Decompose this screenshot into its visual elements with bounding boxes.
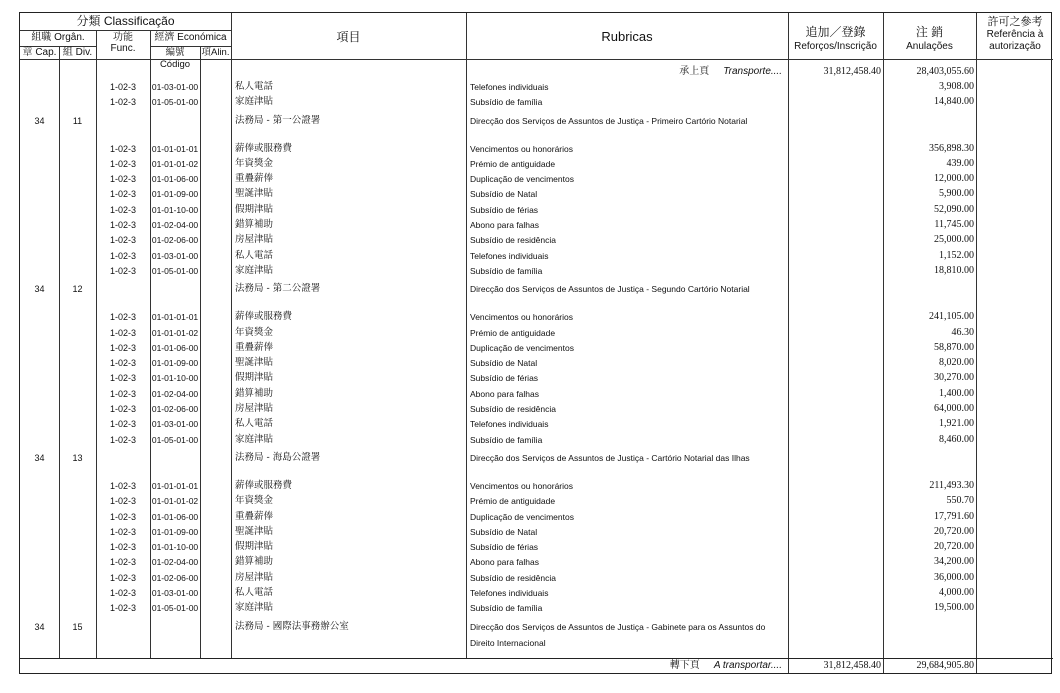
- cell-anulacoes: 5,900.00: [939, 188, 974, 200]
- cell-zh: 薪俸或服務費: [235, 479, 293, 491]
- cell-pt: Telefones individuais: [470, 82, 549, 92]
- cell-pt: Subsídio de família: [470, 603, 543, 614]
- table-row: [20, 143, 1053, 158]
- cell-zh: 家庭津貼: [235, 602, 274, 614]
- cell-div: 11: [72, 115, 83, 126]
- cell-zh: 法務局 - 第二公證署: [235, 283, 321, 295]
- cell-func: 1-02-3: [109, 312, 136, 323]
- cell-zh: 假期津貼: [235, 372, 274, 384]
- header-reforcos: Reforços/Inscrição: [794, 41, 877, 52]
- cell-anulacoes: 356,898.30: [929, 142, 974, 154]
- cell-anulacoes: 1,152.00: [939, 249, 974, 261]
- cell-codigo: 01-01-01-01: [151, 143, 199, 154]
- cell-anulacoes: 11,745.00: [934, 219, 974, 231]
- cell-anulacoes: 12,000.00: [934, 173, 974, 185]
- cell-zh: 重疊薪俸: [235, 510, 274, 522]
- cell-pt: Direcção dos Serviços de Assuntos de Justiça - Gabinete para os Assuntos do: [470, 621, 766, 632]
- cell-codigo: 01-01-09-00: [151, 526, 199, 537]
- cell-pt: Subsídio de família: [470, 97, 543, 108]
- a-transportar-reforcos: 31,812,458.40: [823, 660, 881, 671]
- cell-codigo: 01-01-06-00: [151, 342, 199, 353]
- table-row: [20, 311, 1053, 326]
- header-organ: 組職 Orgân.: [31, 32, 85, 43]
- cell-codigo: 01-01-09-00: [151, 189, 199, 200]
- cell-pt: Subsídio de família: [470, 265, 543, 276]
- cell-div: 15: [72, 621, 83, 632]
- header-func-zh: 功能: [113, 32, 133, 43]
- table-row: [20, 434, 1053, 449]
- header-alin: 項Alin.: [201, 47, 230, 58]
- cell-zh: 法務局 - 國際法事務辦公室: [235, 620, 349, 632]
- transporte-label-zh: 承上頁: [679, 66, 710, 77]
- table-row: [20, 327, 1053, 342]
- cell-anulacoes: 211,493.30: [929, 479, 974, 491]
- table-row: [20, 234, 1053, 249]
- cell-anulacoes: 20,720.00: [934, 541, 974, 553]
- transporte-anulacoes: 28,403,055.60: [916, 66, 974, 77]
- table-row: [20, 265, 1053, 280]
- cell-zh: 錯算補助: [235, 387, 274, 399]
- cell-codigo: 01-02-06-00: [151, 572, 199, 583]
- cell-pt: Vencimentos ou honorários: [470, 480, 574, 491]
- header-func: Func.: [110, 43, 136, 54]
- cell-codigo: 01-02-04-00: [151, 220, 199, 231]
- table-row: [20, 418, 1053, 433]
- cell-func: 1-02-3: [109, 327, 136, 338]
- cell-div: 12: [72, 284, 83, 295]
- cell-cap: 34: [34, 452, 45, 463]
- divider: [20, 30, 231, 31]
- table-row: [20, 480, 1053, 495]
- cell-zh: 家庭津貼: [235, 96, 274, 108]
- cell-anulacoes: 36,000.00: [934, 571, 974, 583]
- a-transportar-label-pt: A transportar....: [713, 660, 782, 671]
- cell-zh: 錯算補助: [235, 219, 274, 231]
- budget-table: [19, 12, 1052, 674]
- table-row: [20, 219, 1053, 234]
- header-anulacoes-zh: 注 銷: [915, 25, 944, 39]
- cell-anulacoes: 58,870.00: [934, 341, 974, 353]
- cell-anulacoes: 19,500.00: [934, 602, 974, 614]
- table-row: [20, 602, 1053, 617]
- cell-pt: Vencimentos ou honorários: [470, 312, 574, 323]
- cell-pt: Subsídio de férias: [470, 204, 539, 215]
- cell-pt: Direcção dos Serviços de Assuntos de Justiça - Primeiro Cartório Notarial: [470, 115, 748, 126]
- cell-pt: Duplicação de vencimentos: [470, 342, 574, 353]
- cell-pt: Duplicação de vencimentos: [470, 174, 574, 185]
- cell-anulacoes: 4,000.00: [939, 587, 974, 599]
- cell-anulacoes: 1,400.00: [939, 387, 974, 399]
- cell-zh: 薪俸或服務費: [235, 142, 293, 154]
- cell-func: 1-02-3: [109, 496, 136, 507]
- cell-codigo: 01-02-04-00: [151, 388, 199, 399]
- cell-func: 1-02-3: [109, 358, 136, 369]
- cell-pt: Subsídio de família: [470, 434, 543, 445]
- cell-zh: 私人電話: [235, 81, 274, 92]
- cell-zh: 假期津貼: [235, 541, 274, 553]
- table-row: [20, 188, 1053, 203]
- cell-zh: 法務局 - 海島公證署: [235, 451, 321, 463]
- cell-codigo: 01-01-01-02: [151, 496, 199, 507]
- cell-zh: 聖誕津貼: [235, 357, 274, 369]
- header-referencia-zh: 許可之參考: [987, 16, 1043, 28]
- cell-pt: Subsídio de residência: [470, 572, 557, 583]
- table-row: [20, 357, 1053, 372]
- cell-func: 1-02-3: [109, 434, 136, 445]
- cell-func: 1-02-3: [109, 603, 136, 614]
- cell-pt: Subsídio de Natal: [470, 358, 538, 369]
- cell-pt: Prémio de antiguidade: [470, 327, 556, 338]
- table-row: [20, 342, 1053, 357]
- cell-pt: Subsídio de residência: [470, 404, 557, 415]
- cell-func: 1-02-3: [109, 404, 136, 415]
- table-row: [20, 541, 1053, 556]
- cell-func: 1-02-3: [109, 542, 136, 553]
- section-row: [20, 618, 1053, 656]
- cell-anulacoes: 1,921.00: [939, 418, 974, 430]
- cell-codigo: 01-01-01-02: [151, 158, 199, 169]
- table-row: [20, 526, 1053, 541]
- a-transportar-label: [466, 660, 782, 672]
- cell-zh: 房屋津貼: [235, 403, 274, 415]
- cell-zh: 房屋津貼: [235, 571, 274, 583]
- cell-pt: Abono para falhas: [470, 388, 539, 399]
- cell-zh: 重疊薪俸: [235, 341, 274, 353]
- table-row: [20, 173, 1053, 188]
- cell-func: 1-02-3: [109, 526, 136, 537]
- header-referencia: Referência à autorização: [986, 29, 1044, 52]
- cell-pt: Subsídio de férias: [470, 542, 539, 553]
- cell-anulacoes: 17,791.60: [934, 510, 974, 522]
- cell-pt: Duplicação de vencimentos: [470, 511, 574, 522]
- cell-codigo: 01-01-09-00: [151, 358, 199, 369]
- section-row: [20, 449, 1053, 480]
- header-codigo: 編號 Código: [159, 47, 191, 70]
- cell-func: 1-02-3: [109, 480, 136, 491]
- cell-func: 1-02-3: [109, 373, 136, 384]
- table-row: [20, 403, 1053, 418]
- cell-codigo: 01-01-06-00: [151, 511, 199, 522]
- cell-pt: Abono para falhas: [470, 557, 539, 568]
- table-body: [20, 66, 1053, 656]
- header-classificacao: 分類 Classificação: [76, 14, 175, 28]
- table-row: [20, 388, 1053, 403]
- cell-zh: 家庭津貼: [235, 433, 274, 445]
- cell-func: 1-02-3: [109, 235, 136, 246]
- cell-func: 1-02-3: [109, 220, 136, 231]
- cell-func: 1-02-3: [109, 265, 136, 276]
- table-row: [20, 511, 1053, 526]
- cell-anulacoes: 30,270.00: [934, 372, 974, 384]
- cell-pt: Subsídio de Natal: [470, 189, 538, 200]
- cell-codigo: 01-03-01-00: [151, 588, 199, 599]
- table-row: [20, 556, 1053, 571]
- cell-func: 1-02-3: [109, 588, 136, 599]
- cell-pt: Direcção dos Serviços de Assuntos de Justiça - Cartório Notarial das Ilhas: [470, 452, 750, 463]
- header-cap: 章 Cap.: [22, 47, 57, 58]
- cell-func: 1-02-3: [109, 388, 136, 399]
- cell-codigo: 01-01-01-01: [151, 312, 199, 323]
- cell-zh: 年資獎金: [235, 495, 274, 507]
- cell-func: 1-02-3: [109, 572, 136, 583]
- cell-zh: 家庭津貼: [235, 264, 274, 276]
- cell-func: 1-02-3: [109, 189, 136, 200]
- cell-zh: 私人電話: [235, 249, 274, 261]
- cell-zh: 房屋津貼: [235, 234, 274, 246]
- cell-zh: 聖誕津貼: [235, 188, 274, 200]
- a-transportar-label-zh: 轉下頁: [669, 660, 700, 671]
- cell-codigo: 01-01-10-00: [151, 542, 199, 553]
- cell-pt: Telefones individuais: [470, 419, 549, 430]
- header-reforcos-zh: 追加／登錄: [805, 25, 866, 39]
- header-div: 組 Div.: [62, 47, 93, 58]
- cell-func: 1-02-3: [109, 158, 136, 169]
- cell-codigo: 01-05-01-00: [151, 434, 199, 445]
- table-row: [20, 495, 1053, 510]
- cell-pt-continued: Direito Internacional: [470, 637, 546, 648]
- cell-anulacoes: 34,200.00: [934, 556, 974, 568]
- cell-codigo: 01-01-06-00: [151, 174, 199, 185]
- cell-anulacoes: 18,810.00: [934, 264, 974, 276]
- cell-anulacoes: 52,090.00: [934, 203, 974, 215]
- cell-anulacoes: 3,908.00: [939, 81, 974, 92]
- cell-func: 1-02-3: [109, 557, 136, 568]
- cell-codigo: 01-01-10-00: [151, 204, 199, 215]
- cell-zh: 聖誕津貼: [235, 525, 274, 537]
- cell-pt: Prémio de antiguidade: [470, 496, 556, 507]
- cell-pt: Subsídio de férias: [470, 373, 539, 384]
- cell-codigo: 01-05-01-00: [151, 265, 199, 276]
- cell-zh: 薪俸或服務費: [235, 311, 293, 323]
- cell-anulacoes: 439.00: [946, 157, 974, 169]
- cell-codigo: 01-02-04-00: [151, 557, 199, 568]
- cell-cap: 34: [34, 115, 45, 126]
- cell-codigo: 01-01-01-02: [151, 327, 199, 338]
- cell-func: 1-02-3: [109, 250, 136, 261]
- cell-anulacoes: 14,840.00: [934, 96, 974, 108]
- cell-codigo: 01-05-01-00: [151, 603, 199, 614]
- cell-pt: Direcção dos Serviços de Assuntos de Justiça - Segundo Cartório Notarial: [470, 284, 750, 295]
- section-row: [20, 112, 1053, 143]
- cell-codigo: 01-03-01-00: [151, 419, 199, 430]
- cell-func: 1-02-3: [109, 174, 136, 185]
- cell-pt: Telefones individuais: [470, 588, 549, 599]
- header-item-zh: 項目: [336, 30, 361, 44]
- cell-anulacoes: 241,105.00: [929, 311, 974, 323]
- cell-codigo: 01-02-06-00: [151, 404, 199, 415]
- cell-func: 1-02-3: [109, 97, 136, 108]
- cell-cap: 34: [34, 621, 45, 632]
- cell-anulacoes: 550.70: [946, 495, 974, 507]
- cell-pt: Abono para falhas: [470, 220, 539, 231]
- header-anulacoes: Anulações: [906, 41, 953, 52]
- cell-zh: 年資獎金: [235, 157, 274, 169]
- transporte-reforcos: 31,812,458.40: [823, 66, 881, 77]
- table-row: [20, 81, 1053, 96]
- cell-pt: Telefones individuais: [470, 250, 549, 261]
- cell-codigo: 01-03-01-00: [151, 250, 199, 261]
- cell-func: 1-02-3: [109, 342, 136, 353]
- cell-pt: Vencimentos ou honorários: [470, 143, 574, 154]
- cell-anulacoes: 46.30: [951, 326, 974, 338]
- cell-anulacoes: 64,000.00: [934, 403, 974, 415]
- cell-anulacoes: 8,460.00: [939, 433, 974, 445]
- cell-anulacoes: 25,000.00: [934, 234, 974, 246]
- cell-zh: 重疊薪俸: [235, 173, 274, 185]
- table-row: [20, 96, 1053, 111]
- table-row: [20, 158, 1053, 173]
- table-row: [20, 204, 1053, 219]
- cell-func: 1-02-3: [109, 511, 136, 522]
- cell-pt: Subsídio de Natal: [470, 526, 538, 537]
- cell-pt: Prémio de antiguidade: [470, 158, 556, 169]
- table-row: [20, 250, 1053, 265]
- cell-codigo: 01-02-06-00: [151, 235, 199, 246]
- cell-zh: 私人電話: [235, 587, 274, 599]
- cell-zh: 私人電話: [235, 418, 274, 430]
- cell-zh: 假期津貼: [235, 203, 274, 215]
- cell-zh: 年資獎金: [235, 326, 274, 338]
- cell-func: 1-02-3: [109, 82, 136, 92]
- header-rubricas: Rubricas: [601, 29, 653, 44]
- table-row: [20, 372, 1053, 387]
- cell-cap: 34: [34, 284, 45, 295]
- cell-func: 1-02-3: [109, 419, 136, 430]
- cell-pt: Subsídio de residência: [470, 235, 557, 246]
- a-transportar-anulacoes: 29,684,905.80: [916, 660, 974, 671]
- table-row: [20, 572, 1053, 587]
- header-economica: 經濟 Económica: [154, 32, 227, 43]
- transporte-row: [20, 66, 1053, 81]
- cell-zh: 法務局 - 第一公證署: [235, 114, 321, 126]
- cell-div: 13: [72, 452, 83, 463]
- cell-func: 1-02-3: [109, 204, 136, 215]
- table-row: [20, 587, 1053, 602]
- cell-zh: 錯算補助: [235, 556, 274, 568]
- cell-codigo: 01-01-10-00: [151, 373, 199, 384]
- transporte-label-pt: Transporte....: [723, 66, 782, 77]
- cell-anulacoes: 20,720.00: [934, 525, 974, 537]
- cell-codigo: 01-03-01-00: [151, 82, 199, 92]
- a-transportar-row: [20, 658, 1053, 673]
- transporte-label: [466, 66, 782, 78]
- cell-func: 1-02-3: [109, 143, 136, 154]
- cell-anulacoes: 8,020.00: [939, 357, 974, 369]
- section-row: [20, 280, 1053, 311]
- cell-codigo: 01-01-01-01: [151, 480, 199, 491]
- cell-codigo: 01-05-01-00: [151, 97, 199, 108]
